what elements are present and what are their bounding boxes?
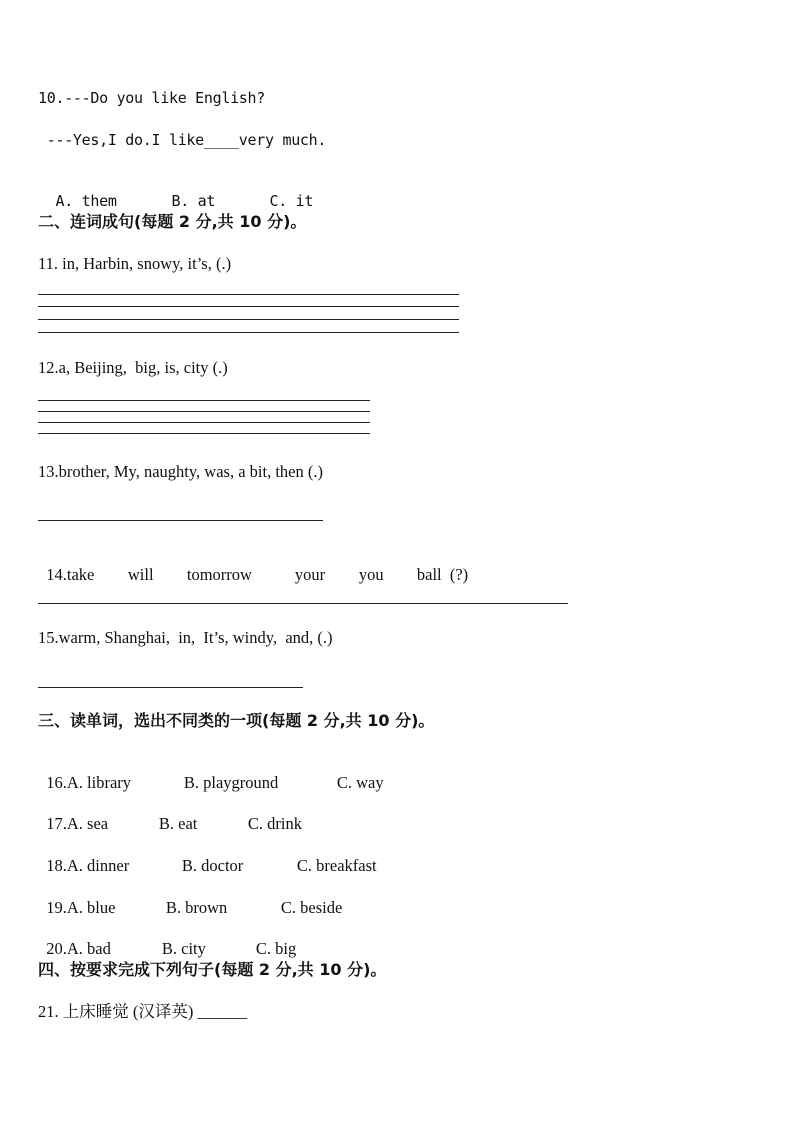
q17-option-a: A. sea — [66, 814, 109, 833]
q12-answer-line — [38, 400, 370, 401]
q13-answer-line — [38, 520, 323, 521]
q18-option-b: B. doctor — [181, 856, 244, 875]
section-3-heading: 三、读单词，选出不同类的一项(每题 2 分,共 10 分)。 — [38, 711, 435, 730]
q14-word: will — [127, 565, 154, 584]
q16-row — [38, 753, 384, 793]
q17-option-b: B. eat — [158, 814, 198, 833]
q19-row — [38, 878, 342, 918]
q19-option-a: A. blue — [66, 898, 116, 917]
q14-word: you — [358, 565, 384, 584]
q14-word: your — [294, 565, 326, 584]
q10-question: 10.---Do you like English? — [38, 89, 266, 107]
q14-number: 14. — [46, 565, 67, 584]
q14-word: ball (?) — [416, 565, 469, 584]
q16-option-a: A. library — [66, 773, 132, 792]
q10-option-c: C. it — [269, 192, 314, 210]
q11-answer-line — [38, 319, 459, 320]
q20-option-c: C. big — [255, 939, 297, 958]
q17-row — [38, 794, 302, 834]
q11-prompt: 11. in, Harbin, snowy, it’s, (.) — [38, 254, 232, 273]
q20-number: 20. — [46, 939, 67, 958]
q10-option-a: A. them — [55, 192, 117, 210]
q11-answer-line — [38, 294, 459, 295]
q11-answer-line — [38, 332, 459, 333]
q15-prompt: 15.warm, Shanghai, in, It’s, windy, and, (.) — [38, 628, 333, 647]
q20-row — [38, 919, 296, 959]
q14-word: tomorrow — [186, 565, 252, 584]
q21-prompt: 21. 上床睡觉 (汉译英) ______ — [38, 1002, 247, 1021]
q19-option-b: B. brown — [165, 898, 228, 917]
q20-option-b: B. city — [161, 939, 206, 958]
q19-number: 19. — [46, 898, 67, 917]
q12-prompt: 12.a, Beijing, big, is, city (.) — [38, 358, 228, 377]
q18-row — [38, 836, 377, 876]
q16-option-b: B. playground — [183, 773, 279, 792]
q12-answer-line — [38, 422, 370, 423]
q18-option-c: C. breakfast — [296, 856, 377, 875]
section-4-heading: 四、按要求完成下列句子(每题 2 分,共 10 分)。 — [38, 960, 387, 979]
section-2-heading: 二、连词成句(每题 2 分,共 10 分)。 — [38, 212, 307, 231]
q20-option-a: A. bad — [66, 939, 111, 958]
q14-answer-line — [38, 603, 568, 604]
q14-prompt — [38, 545, 468, 585]
q10-option-b: B. at — [171, 192, 216, 210]
q16-option-c: C. way — [336, 773, 384, 792]
q18-number: 18. — [46, 856, 67, 875]
q17-option-c: C. drink — [247, 814, 302, 833]
q12-answer-line — [38, 411, 370, 412]
q15-answer-line — [38, 687, 303, 688]
q11-answer-line — [38, 306, 459, 307]
q17-number: 17. — [46, 814, 67, 833]
q19-option-c: C. beside — [280, 898, 343, 917]
q18-option-a: A. dinner — [66, 856, 130, 875]
q10-options — [38, 171, 313, 211]
q16-number: 16. — [46, 773, 67, 792]
q14-word: take — [66, 565, 95, 584]
q13-prompt: 13.brother, My, naughty, was, a bit, then (.) — [38, 462, 323, 481]
q12-answer-line — [38, 433, 370, 434]
q10-answer: ---Yes,I do.I like____very much. — [38, 131, 327, 149]
